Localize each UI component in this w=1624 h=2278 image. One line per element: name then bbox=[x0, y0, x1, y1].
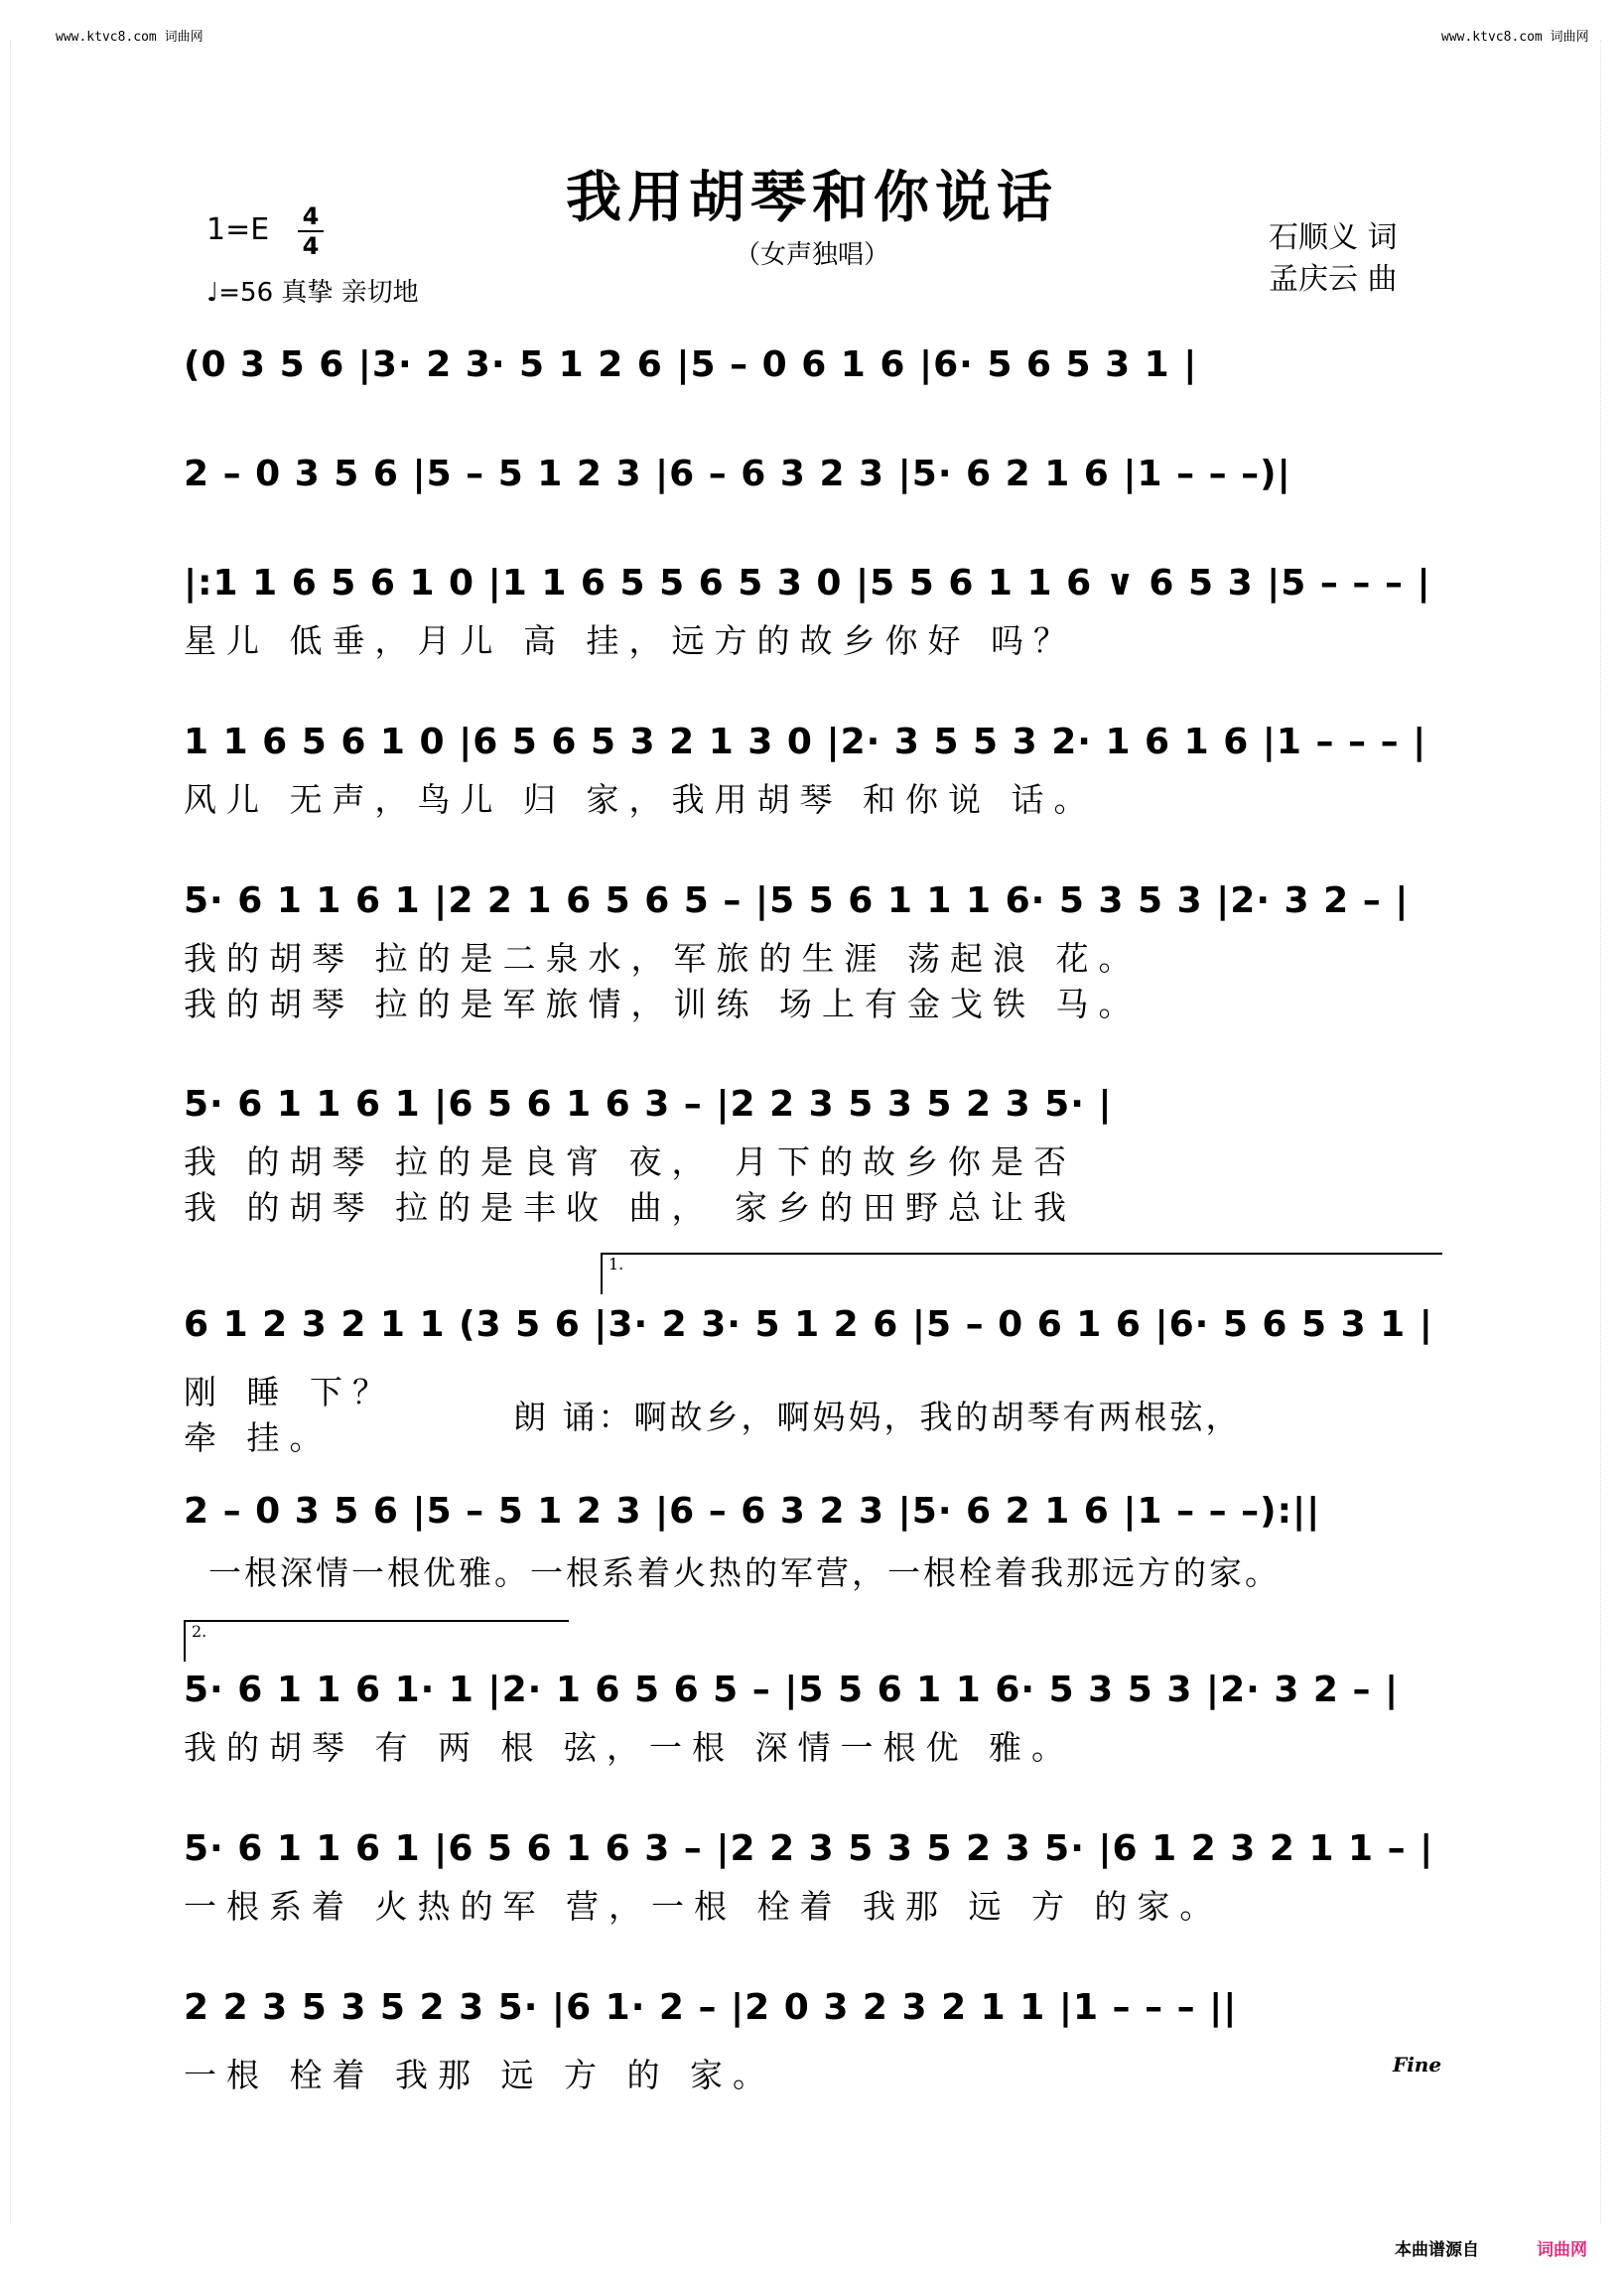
watermark-right: www.ktvc8.com 词曲网 bbox=[1441, 30, 1589, 45]
score-row bbox=[184, 1489, 1439, 1598]
notation-line: 2 2 3 5 3 5 2 3 5· |6 1· 2 – |2 0 3 2 3 2 1 1 |1 – – – || bbox=[184, 1987, 1238, 2028]
lyrics-line: 一根 栓着 我那 远 方 的 家。 bbox=[184, 2056, 775, 2094]
notation-line: (0 3 5 6 |3· 2 3· 5 1 2 6 |5 – 0 6 1 6 |6· 5 6 5 3 1 | bbox=[184, 344, 1198, 385]
notation-line: 5· 6 1 1 6 1 |2 2 1 6 5 6 5 – |5 5 6 1 1 1 6· 5 3 5 3 |2· 3 2 – | bbox=[184, 880, 1410, 921]
volta-2-bracket bbox=[184, 1620, 569, 1662]
song-title: 我用胡琴和你说话 bbox=[566, 165, 1058, 230]
lyricist-credit: 石顺义 词 bbox=[1269, 220, 1398, 255]
lyrics-line: 星儿 低垂，月儿 高 挂，远方的故乡你好 吗？ bbox=[184, 621, 1076, 660]
footer-source: 本曲谱源自 bbox=[1395, 2240, 1479, 2260]
score-row bbox=[184, 1985, 1442, 2094]
time-signature bbox=[298, 204, 324, 258]
time-signature-bottom: 4 bbox=[302, 232, 320, 260]
lyrics-verse-1: 我的胡琴 拉的是二泉水，军旅的生涯 荡起浪 花。 bbox=[184, 939, 1142, 978]
lyrics-line: 我的胡琴 有 两 根 弦，一根 深情一根优 雅。 bbox=[184, 1728, 1074, 1767]
lyrics-verse-2: 牵 挂。 bbox=[184, 1418, 333, 1457]
side-watermark-right bbox=[1600, 40, 1615, 2223]
score-row bbox=[184, 561, 1439, 670]
key-signature: 1=E bbox=[206, 212, 270, 247]
notation-line: 5· 6 1 1 6 1 |6 5 6 1 6 3 – |2 2 3 5 3 5 2 3 5· |6 1 2 3 2 1 1 – | bbox=[184, 1828, 1434, 1869]
score-row bbox=[184, 1082, 1439, 1231]
time-signature-top: 4 bbox=[302, 202, 320, 230]
score-row bbox=[184, 1826, 1439, 1936]
score-row bbox=[184, 452, 1439, 561]
fine-marking: Fine bbox=[1393, 2053, 1442, 2077]
notation-line: 5· 6 1 1 6 1 |6 5 6 1 6 3 – |2 2 3 5 3 5 2 3 5· | bbox=[184, 1084, 1113, 1125]
performance-note: （女声独唱） bbox=[734, 240, 889, 270]
lyrics-verse-1: 我 的胡琴 拉的是良宵 夜， 月下的故乡你是否 bbox=[184, 1142, 1076, 1181]
volta-2-label: 2. bbox=[192, 1622, 207, 1641]
lyrics-verse-2: 我的胡琴 拉的是军旅情，训练 场上有金戈铁 马。 bbox=[184, 985, 1142, 1023]
watermark-left: www.ktvc8.com 词曲网 bbox=[56, 30, 203, 45]
lyrics-verse-1: 刚 睡 下？ bbox=[184, 1373, 395, 1411]
notation-line: 5· 6 1 1 6 1· 1 |2· 1 6 5 6 5 – |5 5 6 1 1 6· 5 3 5 3 |2· 3 2 – | bbox=[184, 1670, 1400, 1710]
notation-line: |:1 1 6 5 6 1 0 |1 1 6 5 5 6 5 3 0 |5 5 6 1 1 6 ∨ 6 5 3 |5 – – – | bbox=[184, 563, 1431, 603]
lyrics-verse-2: 我 的胡琴 拉的是丰收 曲， 家乡的田野总让我 bbox=[184, 1188, 1076, 1227]
recitation-continued: 一根深情一根优雅。一根系着火热的军营，一根栓着我那远方的家。 bbox=[208, 1553, 1281, 1592]
lyrics-line: 一根系着 火热的军 营，一根 栓着 我那 远 方 的家。 bbox=[184, 1887, 1223, 1926]
recitation-text: 朗 诵：啊故乡，啊妈妈，我的胡琴有两根弦， bbox=[513, 1398, 1242, 1436]
notation-line: 2 – 0 3 5 6 |5 – 5 1 2 3 |6 – 6 3 2 3 |5· 6 2 1 6 |1 – – –)| bbox=[184, 454, 1291, 494]
score-row bbox=[184, 1302, 1439, 1457]
score-row bbox=[184, 720, 1439, 829]
volta-1-label: 1. bbox=[609, 1255, 624, 1273]
footer-site-link[interactable]: 词曲网 bbox=[1537, 2240, 1587, 2260]
notation-line: 2 – 0 3 5 6 |5 – 5 1 2 3 |6 – 6 3 2 3 |5· 6 2 1 6 |1 – – –):|| bbox=[184, 1491, 1321, 1532]
score-row bbox=[184, 1668, 1439, 1777]
lyrics-line: 风儿 无声，鸟儿 归 家，我用胡琴 和你说 话。 bbox=[184, 780, 1097, 819]
volta-1-bracket bbox=[601, 1253, 1442, 1294]
notation-line: 1 1 6 5 6 1 0 |6 5 6 5 3 2 1 3 0 |2· 3 5 5 3 2· 1 6 1 6 |1 – – – | bbox=[184, 722, 1427, 762]
tempo-marking: ♩=56 真挚 亲切地 bbox=[206, 278, 419, 308]
notation-line: 6 1 2 3 2 1 1 (3 5 6 |3· 2 3· 5 1 2 6 |5 – 0 6 1 6 |6· 5 6 5 3 1 | bbox=[184, 1304, 1433, 1345]
score-row bbox=[184, 878, 1439, 1027]
side-watermark-left bbox=[10, 40, 25, 2223]
composer-credit: 孟庆云 曲 bbox=[1269, 262, 1398, 297]
score-row bbox=[184, 342, 1439, 452]
